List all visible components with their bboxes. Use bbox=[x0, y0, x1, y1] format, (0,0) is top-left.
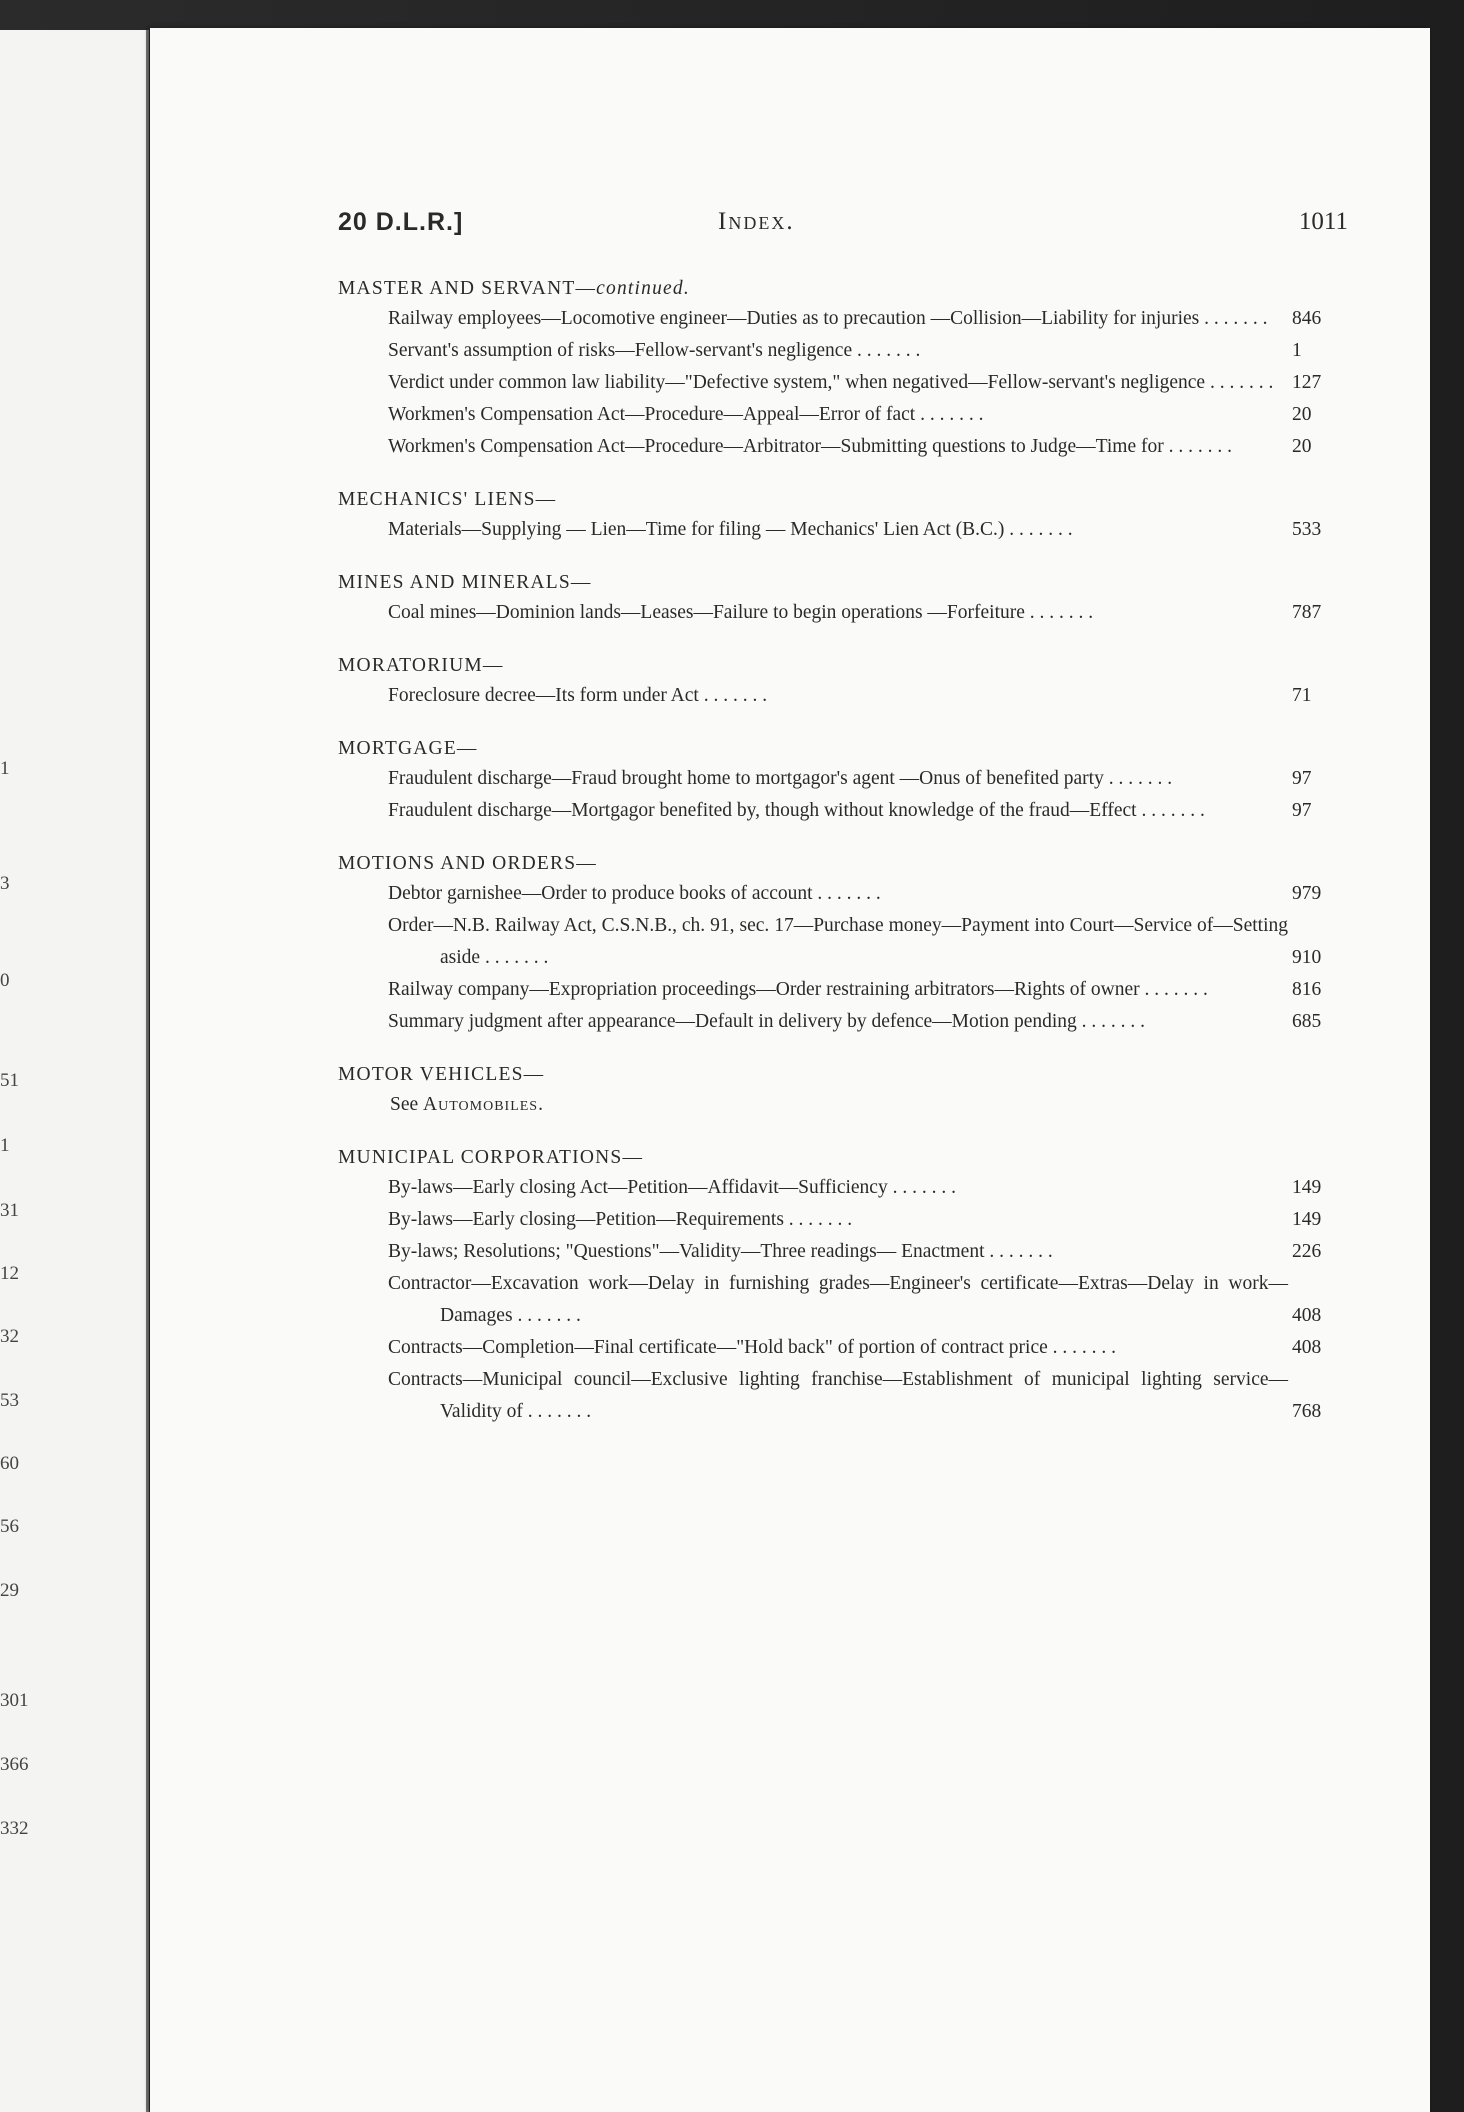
margin-page-number: 301 bbox=[0, 1690, 29, 1711]
entry-text: Summary judgment after appearance—Default in delivery by defence—Motion pending bbox=[388, 1011, 1077, 1032]
margin-page-number: 56 bbox=[0, 1516, 19, 1537]
running-header bbox=[338, 208, 1348, 256]
section-heading-text: MOTIONS AND ORDERS— bbox=[338, 853, 597, 874]
index-entry bbox=[388, 1236, 1348, 1268]
index-entry bbox=[388, 1268, 1348, 1332]
entry-page-number: 408 bbox=[1292, 1305, 1322, 1326]
entry-text: Coal mines—Dominion lands—Leases—Failure to begin operations —Forfeiture bbox=[388, 602, 1025, 623]
index-entry bbox=[388, 335, 1348, 367]
section-heading bbox=[338, 738, 1348, 760]
entry-text: Verdict under common law liability—"Defective system," when negatived—Fellow-servant's negligence bbox=[388, 372, 1206, 393]
dot-leader: . . . . . . . bbox=[984, 1241, 1053, 1262]
dot-leader: . . . . . . . bbox=[915, 404, 984, 425]
continued-label: continued. bbox=[596, 278, 690, 299]
section-heading-text: MOTOR VEHICLES— bbox=[338, 1064, 545, 1085]
index-entry bbox=[388, 1204, 1348, 1236]
index-section bbox=[338, 738, 1348, 827]
dot-leader: . . . . . . . bbox=[1205, 372, 1274, 393]
index-section bbox=[338, 655, 1348, 712]
index-entry bbox=[388, 1172, 1348, 1204]
volume-reference: 20 D.L.R.] bbox=[338, 208, 464, 236]
section-heading bbox=[338, 1147, 1348, 1169]
index-sections bbox=[338, 278, 1348, 1428]
entry-text: Workmen's Compensation Act—Procedure—Appeal—Error of fact bbox=[388, 404, 916, 425]
index-entry bbox=[388, 399, 1348, 431]
index-entry bbox=[388, 974, 1348, 1006]
dot-leader: . . . . . . . bbox=[1139, 979, 1208, 1000]
dot-leader: . . . . . . . bbox=[1004, 519, 1073, 540]
entry-page-number: 408 bbox=[1292, 1337, 1322, 1358]
dot-leader: . . . . . . . bbox=[1163, 436, 1232, 457]
entry-text: By-laws—Early closing Act—Petition—Affidavit—Sufficiency bbox=[388, 1177, 888, 1198]
entry-text: Order—N.B. Railway Act, C.S.N.B., ch. 91, sec. 17—Purchase money—Payment into Court—Service of—Setting aside bbox=[388, 915, 1288, 968]
index-section bbox=[338, 489, 1348, 546]
dot-leader: . . . . . . . bbox=[698, 685, 768, 706]
see-prefix: See bbox=[390, 1094, 419, 1115]
margin-page-number: 32 bbox=[0, 1326, 19, 1347]
dot-leader: . . . . . . . bbox=[783, 1209, 853, 1230]
index-entry bbox=[388, 1332, 1348, 1364]
dot-leader: . . . . . . . bbox=[522, 1401, 592, 1422]
margin-page-number: 29 bbox=[0, 1580, 19, 1601]
index-entry bbox=[388, 303, 1348, 335]
entry-text: Fraudulent discharge—Mortgagor benefited by, though without knowledge of the fraud—Effect bbox=[388, 800, 1137, 821]
entry-text: Debtor garnishee—Order to produce books of account bbox=[388, 883, 813, 904]
section-heading-text: MORTGAGE— bbox=[338, 738, 478, 759]
entry-text: Workmen's Compensation Act—Procedure—Arbitrator—Submitting questions to Judge—Time for bbox=[388, 436, 1164, 457]
index-entry bbox=[388, 763, 1348, 795]
index-section bbox=[338, 278, 1348, 463]
index-entry bbox=[388, 431, 1348, 463]
margin-page-number: 0 bbox=[0, 970, 10, 991]
entry-text: Fraudulent discharge—Fraud brought home to mortgagor's agent —Onus of benefited party bbox=[388, 768, 1104, 789]
entry-text: Contracts—Completion—Final certificate—"Hold back" of portion of contract price bbox=[388, 1337, 1048, 1358]
entry-page-number: 97 bbox=[1292, 768, 1312, 789]
entry-text: Railway company—Expropriation proceedings—Order restraining arbitrators—Rights of owner bbox=[388, 979, 1140, 1000]
index-entry bbox=[388, 1364, 1348, 1428]
entry-page-number: 533 bbox=[1292, 519, 1322, 540]
dot-leader: . . . . . . . bbox=[1047, 1337, 1117, 1358]
entry-page-number: 1 bbox=[1292, 340, 1302, 361]
dot-leader: . . . . . . . bbox=[1076, 1011, 1146, 1032]
entry-page-number: 71 bbox=[1292, 685, 1312, 706]
entry-text: Materials—Supplying — Lien—Time for filing — Mechanics' Lien Act (B.C.) bbox=[388, 519, 1005, 540]
index-section bbox=[338, 1147, 1348, 1428]
index-page bbox=[150, 28, 1430, 2112]
dot-leader: . . . . . . . bbox=[1136, 800, 1205, 821]
dot-leader: . . . . . . . bbox=[1024, 602, 1094, 623]
index-entry bbox=[388, 367, 1348, 399]
entry-page-number: 20 bbox=[1292, 404, 1312, 425]
index-section bbox=[338, 1064, 1348, 1121]
dot-leader: . . . . . . . bbox=[887, 1177, 956, 1198]
index-entry bbox=[388, 514, 1348, 546]
section-heading bbox=[338, 1064, 1348, 1086]
index-entry bbox=[388, 597, 1348, 629]
entry-page-number: 768 bbox=[1292, 1401, 1322, 1422]
index-entry bbox=[388, 680, 1348, 712]
index-entry bbox=[388, 878, 1348, 910]
margin-page-number: 12 bbox=[0, 1263, 19, 1284]
dot-leader: . . . . . . . bbox=[512, 1305, 581, 1326]
facing-page-edge bbox=[0, 30, 149, 2112]
entry-text: Servant's assumption of risks—Fellow-servant's negligence bbox=[388, 340, 853, 361]
entry-page-number: 226 bbox=[1292, 1241, 1322, 1262]
cross-reference bbox=[390, 1089, 1348, 1121]
section-heading-text: MUNICIPAL CORPORATIONS— bbox=[338, 1147, 644, 1168]
dot-leader: . . . . . . . bbox=[1199, 308, 1268, 329]
entry-page-number: 685 bbox=[1292, 1011, 1322, 1032]
index-entry bbox=[388, 910, 1348, 974]
dot-leader: . . . . . . . bbox=[852, 340, 921, 361]
section-heading-text: MASTER AND SERVANT— bbox=[338, 278, 597, 299]
page-number: 1011 bbox=[1298, 208, 1348, 235]
margin-page-number: 51 bbox=[0, 1070, 19, 1091]
margin-page-number: 1 bbox=[0, 1135, 10, 1156]
section-heading bbox=[338, 489, 1348, 511]
index-entry bbox=[388, 795, 1348, 827]
section-heading-text: MECHANICS' LIENS— bbox=[338, 489, 557, 510]
entry-page-number: 149 bbox=[1292, 1177, 1322, 1198]
entry-page-number: 816 bbox=[1292, 979, 1322, 1000]
margin-page-number: 332 bbox=[0, 1818, 29, 1839]
section-heading-text: MINES AND MINERALS— bbox=[338, 572, 592, 593]
page-content bbox=[338, 208, 1348, 1428]
dot-leader: . . . . . . . bbox=[480, 947, 549, 968]
entry-text: Railway employees—Locomotive engineer—Duties as to precaution —Collision—Liability for injuries bbox=[388, 308, 1200, 329]
margin-page-number: 60 bbox=[0, 1453, 19, 1474]
entry-text: By-laws—Early closing—Petition—Requirements bbox=[388, 1209, 784, 1230]
index-section bbox=[338, 853, 1348, 1038]
see-reference: Automobiles. bbox=[423, 1094, 544, 1115]
index-entry bbox=[388, 1006, 1348, 1038]
entry-page-number: 979 bbox=[1292, 883, 1322, 904]
entry-page-number: 787 bbox=[1292, 602, 1322, 623]
margin-page-number: 3 bbox=[0, 873, 10, 894]
entry-page-number: 149 bbox=[1292, 1209, 1322, 1230]
section-heading bbox=[338, 853, 1348, 875]
dot-leader: . . . . . . . bbox=[812, 883, 881, 904]
entry-text: Foreclosure decree—Its form under Act bbox=[388, 685, 699, 706]
section-heading bbox=[338, 655, 1348, 677]
section-heading bbox=[338, 572, 1348, 594]
section-heading-text: MORATORIUM— bbox=[338, 655, 504, 676]
index-section bbox=[338, 572, 1348, 629]
margin-page-number: 53 bbox=[0, 1390, 19, 1411]
page-title: Index. bbox=[718, 208, 795, 235]
entry-page-number: 97 bbox=[1292, 800, 1312, 821]
section-heading bbox=[338, 278, 1348, 300]
entry-text: Contractor—Excavation work—Delay in furnishing grades—Engineer's certificate—Extras—Delay in work—Damages bbox=[388, 1273, 1288, 1326]
margin-page-number: 366 bbox=[0, 1754, 29, 1775]
margin-page-number: 31 bbox=[0, 1200, 19, 1221]
entry-page-number: 910 bbox=[1292, 947, 1322, 968]
dot-leader: . . . . . . . bbox=[1103, 768, 1173, 789]
entry-page-number: 127 bbox=[1292, 372, 1322, 393]
entry-page-number: 846 bbox=[1292, 308, 1322, 329]
entry-page-number: 20 bbox=[1292, 436, 1312, 457]
entry-text: Contracts—Municipal council—Exclusive lighting franchise—Establishment of municipal lighting service—Validity of bbox=[388, 1369, 1288, 1422]
margin-page-number: 1 bbox=[0, 758, 10, 779]
entry-text: By-laws; Resolutions; "Questions"—Validity—Three readings— Enactment bbox=[388, 1241, 985, 1262]
